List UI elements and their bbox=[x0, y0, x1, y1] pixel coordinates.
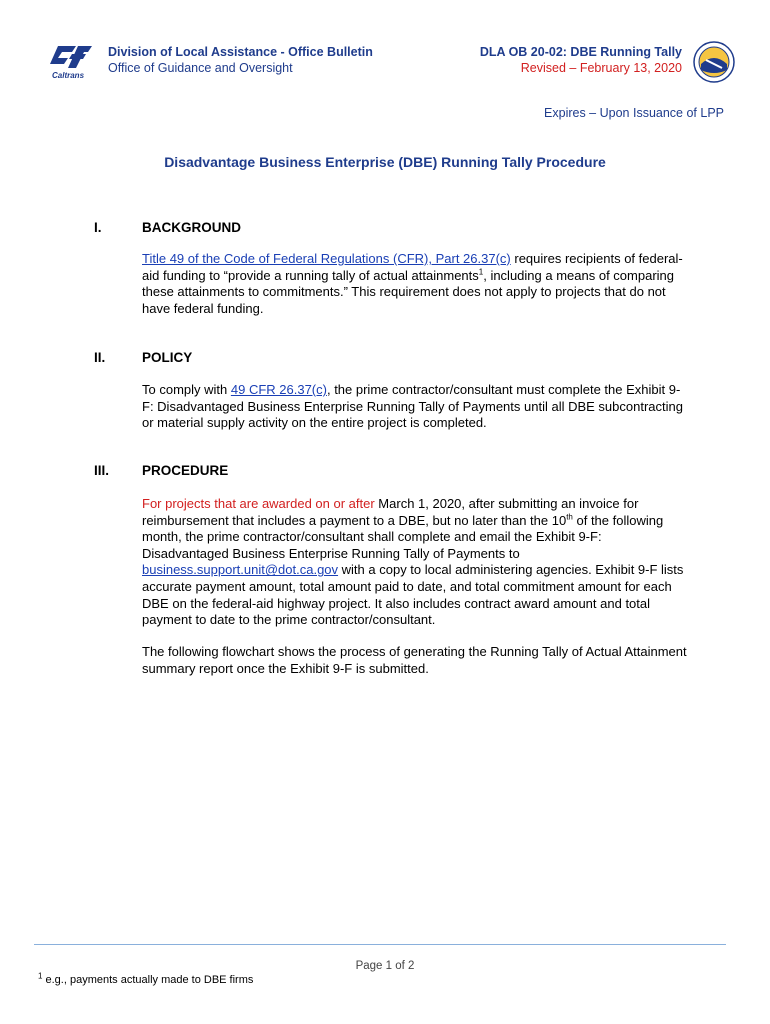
policy-paragraph: To comply with 49 CFR 26.37(c), the prime contractor/consultant must complete the Exhibit 9-F: Disadvantaged Business Enterprise Running Tally of Payments until all DBE subcontracting or material supply activity on the entire project is completed. bbox=[142, 382, 683, 431]
section-number: II. bbox=[94, 350, 106, 365]
bulletin-id: DLA OB 20-02: DBE Running Tally bbox=[479, 45, 682, 59]
revised-date: Revised – February 13, 2020 bbox=[520, 61, 682, 75]
section-heading-procedure: PROCEDURE bbox=[142, 463, 229, 478]
procedure-paragraph: For projects that are awarded on or after March 1, 2020, after submitting an invoice for reimbursement that includes a payment to a DBE, but no later than the 10th of the following month, the prime contractor/consultant shall complete and email the Exhibit 9-F: Disadvantaged Business Enterprise Running Tally of Payments to business.support.unit@dot.ca.gov with a copy to local administering agencies. Exhibit 9-F lists accurate payment amount, total amount paid to date, and total commitment amount for each DBE on the federal-aid highway project. It also includes contract award amount and total payment to date to the prime contractor/consultant. bbox=[142, 496, 684, 628]
awarded-note: For projects that are awarded on or after bbox=[142, 496, 375, 511]
svg-text:Caltrans: Caltrans bbox=[52, 71, 85, 80]
section-heading-policy: POLICY bbox=[142, 350, 193, 365]
expires-note: Expires – Upon Issuance of LPP bbox=[544, 106, 724, 120]
footnote-ref: 1 bbox=[478, 267, 484, 277]
office-name: Office of Guidance and Oversight bbox=[108, 61, 293, 75]
section-heading-background: BACKGROUND bbox=[142, 220, 241, 235]
footnote: $^1$ e.g., payments actually made to DBE firms bbox=[38, 971, 254, 986]
header-right bbox=[480, 44, 682, 76]
cfr-link[interactable]: Title 49 of the Code of Federal Regulations (CFR), Part 26.37(c) bbox=[142, 251, 511, 266]
footer-divider bbox=[34, 944, 726, 945]
page-number: Page 1 of 2 bbox=[355, 960, 415, 972]
cfr-short-link[interactable]: 49 CFR 26.37(c) bbox=[230, 382, 327, 397]
org-name: Division of Local Assistance - Office Bulletin bbox=[108, 45, 373, 59]
caltrans-logo-icon bbox=[48, 44, 94, 82]
section-number: III. bbox=[94, 463, 110, 478]
flowchart-paragraph: The following flowchart shows the process of generating the Running Tally of Actual Attainment summary report once the Exhibit 9-F is submitted. bbox=[142, 644, 687, 676]
section-number: I. bbox=[94, 220, 102, 235]
background-paragraph: Title 49 of the Code of Federal Regulations (CFR), Part 26.37(c) requires recipients of federal-aid funding to “provide a running tally of actual attainments$^1$, including a means of comparing these attainments to commitments.” This requirement does not apply to projects that do not have federal funding. bbox=[142, 251, 683, 316]
dla-seal-icon bbox=[692, 40, 736, 84]
page-title: Disadvantage Business Enterprise (DBE) Running Tally Procedure bbox=[164, 154, 606, 170]
header-left bbox=[108, 44, 373, 76]
email-link[interactable]: business.support.unit@dot.ca.gov bbox=[142, 562, 339, 578]
